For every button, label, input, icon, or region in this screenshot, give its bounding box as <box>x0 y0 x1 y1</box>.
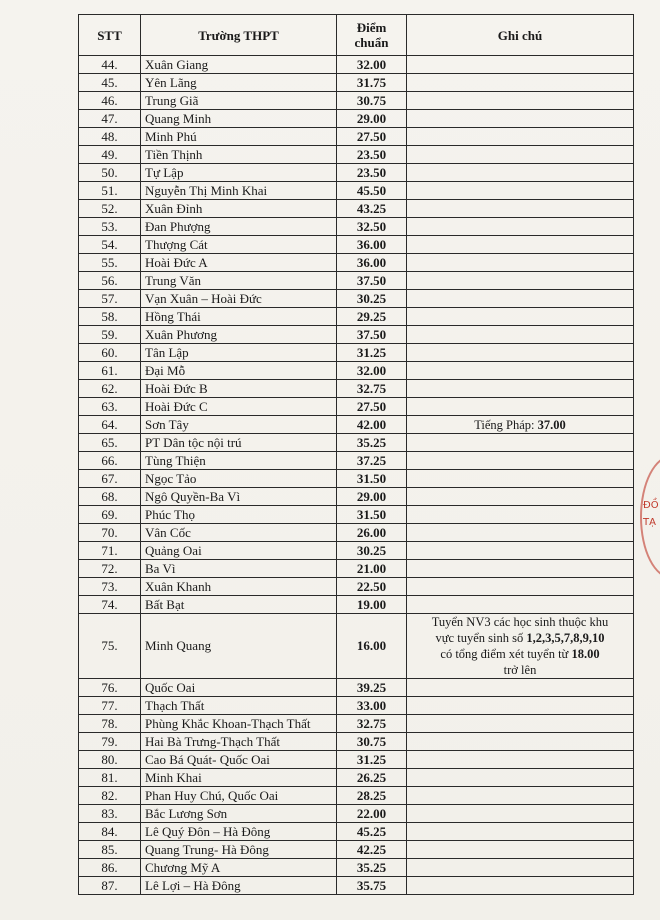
row-note <box>407 362 634 380</box>
row-score: 23.50 <box>337 146 407 164</box>
row-stt: 81. <box>79 769 141 787</box>
table-row <box>79 290 634 308</box>
table-row <box>79 398 634 416</box>
row-note <box>407 697 634 715</box>
row-score: 27.50 <box>337 128 407 146</box>
row-note <box>407 524 634 542</box>
row-score: 36.00 <box>337 236 407 254</box>
row-school-name: Quang Minh <box>141 110 337 128</box>
row-stt: 59. <box>79 326 141 344</box>
table-row <box>79 733 634 751</box>
row-school-name: Thạch Thất <box>141 697 337 715</box>
table-row <box>79 200 634 218</box>
row-score: 42.00 <box>337 416 407 434</box>
row-stt: 65. <box>79 434 141 452</box>
row-school-name: Đan Phượng <box>141 218 337 236</box>
row-score: 31.75 <box>337 74 407 92</box>
row-school-name: Quang Trung- Hà Đông <box>141 841 337 859</box>
row-stt: 80. <box>79 751 141 769</box>
row-school-name: Minh Khai <box>141 769 337 787</box>
row-school-name: Lê Lợi – Hà Đông <box>141 877 337 895</box>
table-row <box>79 859 634 877</box>
row-score: 29.00 <box>337 488 407 506</box>
row-note <box>407 272 634 290</box>
row-school-name: Lê Quý Đôn – Hà Đông <box>141 823 337 841</box>
note-line-4: trở lên <box>503 663 537 677</box>
row-stt: 63. <box>79 398 141 416</box>
row-stt: 85. <box>79 841 141 859</box>
table-row <box>79 128 634 146</box>
row-school-name: Hồng Thái <box>141 308 337 326</box>
table-row <box>79 416 634 434</box>
row-score: 32.00 <box>337 362 407 380</box>
table-row <box>79 614 634 679</box>
row-note <box>407 344 634 362</box>
note-line-2a: vực tuyển sinh số <box>435 631 527 645</box>
row-note <box>407 290 634 308</box>
table-row <box>79 56 634 74</box>
table-row <box>79 74 634 92</box>
table-row <box>79 542 634 560</box>
row-note <box>407 823 634 841</box>
row-stt: 45. <box>79 74 141 92</box>
table-row <box>79 218 634 236</box>
row-stt: 72. <box>79 560 141 578</box>
row-stt: 82. <box>79 787 141 805</box>
row-note <box>407 254 634 272</box>
row-stt: 53. <box>79 218 141 236</box>
row-note <box>407 841 634 859</box>
row-school-name: Vân Cốc <box>141 524 337 542</box>
row-score: 32.75 <box>337 715 407 733</box>
row-school-name: Sơn Tây <box>141 416 337 434</box>
row-note <box>407 92 634 110</box>
row-stt: 64. <box>79 416 141 434</box>
row-school-name: Hoài Đức B <box>141 380 337 398</box>
row-school-name: Quốc Oai <box>141 679 337 697</box>
table-row <box>79 344 634 362</box>
row-score: 45.25 <box>337 823 407 841</box>
row-note <box>407 398 634 416</box>
stamp-ring <box>640 455 660 579</box>
row-note <box>407 751 634 769</box>
table-row <box>79 362 634 380</box>
row-school-name: Trung Văn <box>141 272 337 290</box>
red-seal-stamp <box>640 455 660 580</box>
row-school-name: Ngọc Tảo <box>141 470 337 488</box>
row-school-name: Minh Phú <box>141 128 337 146</box>
row-note <box>407 56 634 74</box>
row-score: 37.50 <box>337 272 407 290</box>
row-note <box>407 182 634 200</box>
row-score: 30.75 <box>337 733 407 751</box>
row-school-name: Xuân Giang <box>141 56 337 74</box>
row-note <box>407 164 634 182</box>
row-score: 31.50 <box>337 506 407 524</box>
row-score: 37.25 <box>337 452 407 470</box>
table-row <box>79 578 634 596</box>
row-stt: 55. <box>79 254 141 272</box>
row-school-name: Ngô Quyền-Ba Vì <box>141 488 337 506</box>
header-score <box>337 15 407 56</box>
row-score: 22.00 <box>337 805 407 823</box>
row-score: 30.25 <box>337 290 407 308</box>
table-row <box>79 506 634 524</box>
row-note <box>407 470 634 488</box>
row-stt: 66. <box>79 452 141 470</box>
header-note: Ghi chú <box>407 15 634 56</box>
row-stt: 47. <box>79 110 141 128</box>
row-school-name: Xuân Khanh <box>141 578 337 596</box>
table-row <box>79 92 634 110</box>
table-row <box>79 697 634 715</box>
row-score: 21.00 <box>337 560 407 578</box>
row-score: 45.50 <box>337 182 407 200</box>
row-stt: 56. <box>79 272 141 290</box>
row-score: 35.75 <box>337 877 407 895</box>
row-stt: 77. <box>79 697 141 715</box>
row-stt: 46. <box>79 92 141 110</box>
row-stt: 84. <box>79 823 141 841</box>
row-score: 32.00 <box>337 56 407 74</box>
table-row <box>79 146 634 164</box>
table-row <box>79 560 634 578</box>
table-row <box>79 769 634 787</box>
row-school-name: Cao Bá Quát- Quốc Oai <box>141 751 337 769</box>
row-school-name: Bất Bạt <box>141 596 337 614</box>
row-stt: 87. <box>79 877 141 895</box>
row-score: 29.00 <box>337 110 407 128</box>
row-score: 37.50 <box>337 326 407 344</box>
row-score: 28.25 <box>337 787 407 805</box>
row-note <box>407 560 634 578</box>
row-score: 31.25 <box>337 751 407 769</box>
row-note <box>407 542 634 560</box>
row-note <box>407 578 634 596</box>
header-school: Trường THPT <box>141 15 337 56</box>
table-row <box>79 110 634 128</box>
row-school-name: Phùng Khắc Khoan-Thạch Thất <box>141 715 337 733</box>
note-line-2b: 1,2,3,5,7,8,9,10 <box>526 631 605 645</box>
row-score: 29.25 <box>337 308 407 326</box>
note-text: Tiếng Pháp: <box>474 417 538 432</box>
table-row <box>79 434 634 452</box>
row-stt: 58. <box>79 308 141 326</box>
row-stt: 78. <box>79 715 141 733</box>
table-row <box>79 751 634 769</box>
row-note <box>407 416 634 434</box>
row-stt: 83. <box>79 805 141 823</box>
row-score: 19.00 <box>337 596 407 614</box>
row-school-name: Đại Mỗ <box>141 362 337 380</box>
row-score: 36.00 <box>337 254 407 272</box>
table-row <box>79 182 634 200</box>
stamp-text-1: ĐỒ <box>643 500 659 511</box>
table-row <box>79 841 634 859</box>
row-school-name: PT Dân tộc nội trú <box>141 434 337 452</box>
row-school-name: Hoài Đức C <box>141 398 337 416</box>
table-row <box>79 715 634 733</box>
row-score: 31.25 <box>337 344 407 362</box>
row-note <box>407 596 634 614</box>
row-score: 43.25 <box>337 200 407 218</box>
row-note <box>407 452 634 470</box>
row-school-name: Hai Bà Trưng-Thạch Thất <box>141 733 337 751</box>
row-stt: 86. <box>79 859 141 877</box>
row-score: 16.00 <box>337 614 407 679</box>
row-score: 35.25 <box>337 434 407 452</box>
row-note <box>407 614 634 679</box>
row-note <box>407 679 634 697</box>
row-stt: 68. <box>79 488 141 506</box>
table-row <box>79 452 634 470</box>
row-note <box>407 769 634 787</box>
row-school-name: Vạn Xuân – Hoài Đức <box>141 290 337 308</box>
row-note <box>407 434 634 452</box>
table-row <box>79 380 634 398</box>
row-stt: 76. <box>79 679 141 697</box>
table-row <box>79 787 634 805</box>
row-note <box>407 380 634 398</box>
row-stt: 44. <box>79 56 141 74</box>
table-header-row <box>79 15 634 56</box>
row-note <box>407 128 634 146</box>
table-row <box>79 877 634 895</box>
row-school-name: Nguyễn Thị Minh Khai <box>141 182 337 200</box>
row-score: 33.00 <box>337 697 407 715</box>
note-bold-value: 37.00 <box>537 417 566 432</box>
row-school-name: Ba Vì <box>141 560 337 578</box>
row-note <box>407 805 634 823</box>
row-note <box>407 146 634 164</box>
row-note <box>407 308 634 326</box>
row-stt: 62. <box>79 380 141 398</box>
row-score: 26.25 <box>337 769 407 787</box>
table-row <box>79 326 634 344</box>
table-row <box>79 679 634 697</box>
row-stt: 71. <box>79 542 141 560</box>
row-score: 31.50 <box>337 470 407 488</box>
row-school-name: Thượng Cát <box>141 236 337 254</box>
row-note <box>407 715 634 733</box>
row-score: 32.50 <box>337 218 407 236</box>
row-stt: 48. <box>79 128 141 146</box>
table-row <box>79 272 634 290</box>
row-school-name: Tân Lập <box>141 344 337 362</box>
note-line-3a: có tổng điểm xét tuyển từ <box>440 647 572 661</box>
row-score: 27.50 <box>337 398 407 416</box>
row-note <box>407 236 634 254</box>
row-school-name: Quảng Oai <box>141 542 337 560</box>
row-score: 23.50 <box>337 164 407 182</box>
row-note <box>407 859 634 877</box>
row-note <box>407 110 634 128</box>
row-score: 22.50 <box>337 578 407 596</box>
row-school-name: Tùng Thiện <box>141 452 337 470</box>
row-school-name: Yên Lãng <box>141 74 337 92</box>
table-row <box>79 805 634 823</box>
row-school-name: Chương Mỹ A <box>141 859 337 877</box>
row-school-name: Hoài Đức A <box>141 254 337 272</box>
table-row <box>79 823 634 841</box>
row-stt: 74. <box>79 596 141 614</box>
row-note <box>407 787 634 805</box>
table-row <box>79 596 634 614</box>
row-school-name: Bắc Lương Sơn <box>141 805 337 823</box>
table-row <box>79 236 634 254</box>
row-stt: 61. <box>79 362 141 380</box>
row-stt: 57. <box>79 290 141 308</box>
row-score: 39.25 <box>337 679 407 697</box>
header-score-line1: Điểm <box>356 20 387 35</box>
row-school-name: Xuân Phương <box>141 326 337 344</box>
row-school-name: Tự Lập <box>141 164 337 182</box>
admission-score-table <box>78 14 634 895</box>
row-school-name: Phan Huy Chú, Quốc Oai <box>141 787 337 805</box>
row-stt: 75. <box>79 614 141 679</box>
row-school-name: Trung Giã <box>141 92 337 110</box>
row-score: 35.25 <box>337 859 407 877</box>
row-note <box>407 200 634 218</box>
row-note <box>407 877 634 895</box>
row-school-name: Tiền Thịnh <box>141 146 337 164</box>
table-row <box>79 164 634 182</box>
row-score: 30.75 <box>337 92 407 110</box>
row-school-name: Phúc Thọ <box>141 506 337 524</box>
table-row <box>79 524 634 542</box>
row-score: 26.00 <box>337 524 407 542</box>
row-school-name: Xuân Đỉnh <box>141 200 337 218</box>
table-row <box>79 488 634 506</box>
row-stt: 51. <box>79 182 141 200</box>
row-stt: 69. <box>79 506 141 524</box>
row-note <box>407 506 634 524</box>
row-stt: 79. <box>79 733 141 751</box>
note-line-3b: 18.00 <box>571 647 600 661</box>
row-stt: 60. <box>79 344 141 362</box>
row-stt: 52. <box>79 200 141 218</box>
row-stt: 50. <box>79 164 141 182</box>
row-stt: 70. <box>79 524 141 542</box>
row-score: 30.25 <box>337 542 407 560</box>
table-row <box>79 470 634 488</box>
note-line-1: Tuyển NV3 các học sinh thuộc khu <box>431 615 609 629</box>
row-note <box>407 74 634 92</box>
stamp-text-2: TẠ <box>643 517 656 528</box>
row-stt: 54. <box>79 236 141 254</box>
table-row <box>79 308 634 326</box>
row-note <box>407 488 634 506</box>
row-school-name: Minh Quang <box>141 614 337 679</box>
row-stt: 73. <box>79 578 141 596</box>
table-row <box>79 254 634 272</box>
row-note <box>407 218 634 236</box>
row-stt: 67. <box>79 470 141 488</box>
row-score: 32.75 <box>337 380 407 398</box>
row-stt: 49. <box>79 146 141 164</box>
header-score-line2: chuẩn <box>354 35 389 50</box>
row-note <box>407 326 634 344</box>
header-stt: STT <box>79 15 141 56</box>
row-note <box>407 733 634 751</box>
row-score: 42.25 <box>337 841 407 859</box>
table-body <box>79 56 634 895</box>
